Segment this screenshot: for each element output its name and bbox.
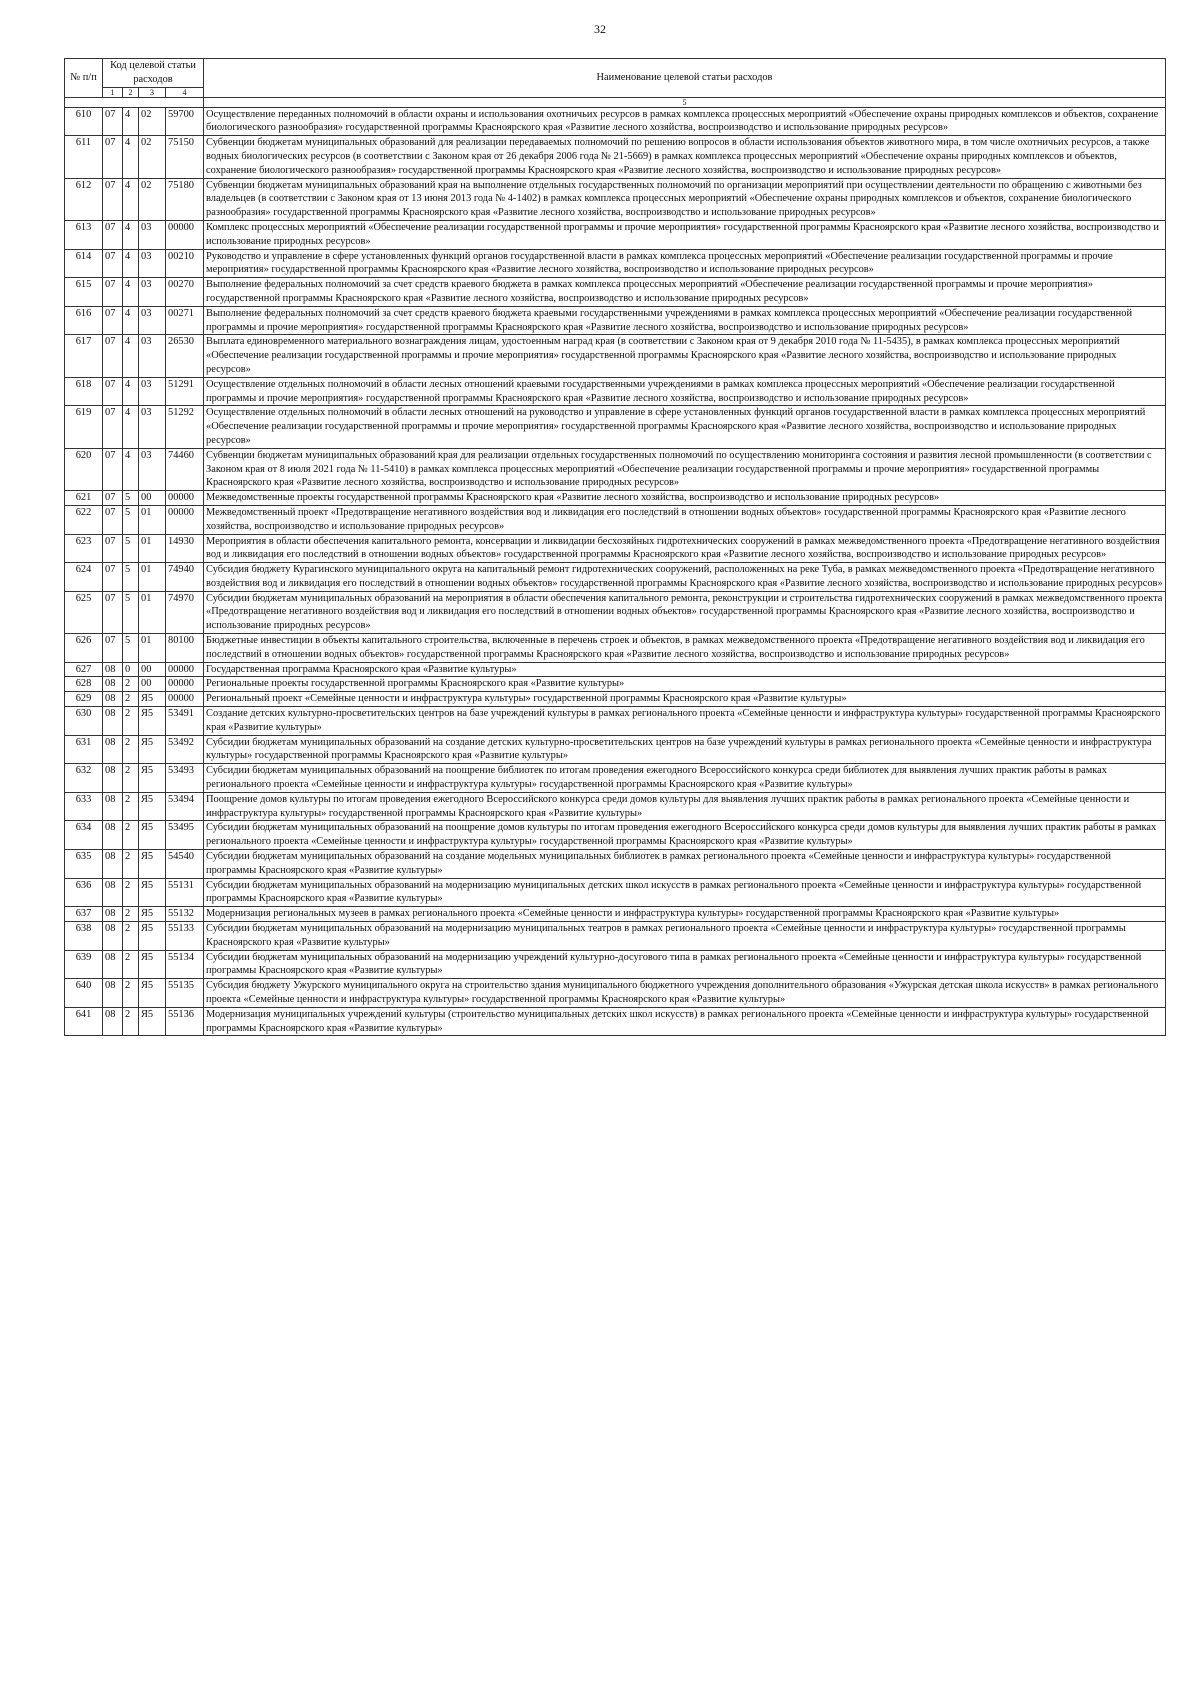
code-part-1: 07	[103, 178, 123, 220]
expenditure-name: Межведомственные проекты государственной программы Красноярского края «Развитие лесного хозяйства, воспроизводство и использование природных ресурсов»	[204, 491, 1166, 506]
table-row	[65, 692, 1166, 707]
code-part-4: 26530	[166, 335, 204, 377]
table-row	[65, 406, 1166, 448]
code-part-3: 03	[139, 377, 166, 406]
code-part-1: 07	[103, 634, 123, 663]
table-row	[65, 278, 1166, 307]
code-part-1: 07	[103, 406, 123, 448]
code-part-2: 2	[123, 692, 139, 707]
code-part-3: 03	[139, 278, 166, 307]
table-body	[65, 97, 1166, 1036]
code-part-4: 55132	[166, 907, 204, 922]
code-part-2: 2	[123, 1007, 139, 1036]
code-part-2: 2	[123, 707, 139, 736]
code-part-1: 08	[103, 707, 123, 736]
code-part-2: 2	[123, 950, 139, 979]
code-part-2: 2	[123, 878, 139, 907]
col-subnumber: 4	[166, 87, 204, 97]
code-part-2: 4	[123, 377, 139, 406]
code-part-3: 01	[139, 591, 166, 633]
code-part-4: 51291	[166, 377, 204, 406]
code-part-4: 74970	[166, 591, 204, 633]
code-part-1: 07	[103, 306, 123, 335]
row-number: 640	[65, 979, 103, 1008]
row-number: 632	[65, 764, 103, 793]
expenditure-name: Субсидии бюджетам муниципальных образований на мероприятия в области обеспечения капитального ремонта, реконструкции и строительства гидротехнических сооружений в рамках межведомственного проекта «Предотвращение негативного воздействия вод и ликвидация его последствий в отношении водных объектов» государственной программы Красноярского края «Развитие лесного хозяйства, воспроизводство и использование природных ресурсов»	[204, 591, 1166, 633]
code-part-1: 07	[103, 220, 123, 249]
row-number: 618	[65, 377, 103, 406]
code-part-3: 01	[139, 534, 166, 563]
table-row	[65, 821, 1166, 850]
row-number: 613	[65, 220, 103, 249]
code-part-1: 08	[103, 764, 123, 793]
expenditure-name: Субсидии бюджетам муниципальных образований на поощрение домов культуры по итогам проведения ежегодного Всероссийского конкурса среди домов культуры для выявления лучших практик работы в рамках регионального проекта «Семейные ценности и инфраструктура культуры» государственной программы Красноярского края «Развитие культуры»	[204, 821, 1166, 850]
code-part-1: 07	[103, 505, 123, 534]
code-part-4: 00000	[166, 677, 204, 692]
code-part-3: 00	[139, 662, 166, 677]
table-row	[65, 306, 1166, 335]
expenditure-name: Мероприятия в области обеспечения капитального ремонта, консервации и ликвидации бесхозяйных гидротехнических сооружений в рамках межведомственного проекта «Предотвращение негативного воздействия вод и ликвидация его последствий в отношении водных объектов» государственной программы Красноярского края «Развитие лесного хозяйства, воспроизводство и использование природных ресурсов»	[204, 534, 1166, 563]
row-number: 635	[65, 850, 103, 879]
code-part-4: 55135	[166, 979, 204, 1008]
code-part-2: 2	[123, 792, 139, 821]
expenditure-name: Выполнение федеральных полномочий за счет средств краевого бюджета краевыми государственными учреждениями в рамках комплекса процессных мероприятий «Обеспечение реализации государственной программы и прочие мероприятия» государственной программы Красноярского края «Развитие лесного хозяйства, воспроизводство и использование природных ресурсов»	[204, 306, 1166, 335]
code-part-2: 4	[123, 178, 139, 220]
table-row	[65, 178, 1166, 220]
expenditure-name: Субсидии бюджетам муниципальных образований на поощрение библиотек по итогам проведения ежегодного Всероссийского конкурса среди библиотек для выявления лучших практик работы в рамках регионального проекта «Семейные ценности и инфраструктура культуры» государственной программы Красноярского края «Развитие культуры»	[204, 764, 1166, 793]
table-row	[65, 448, 1166, 490]
row-number: 621	[65, 491, 103, 506]
code-part-2: 4	[123, 335, 139, 377]
code-part-2: 4	[123, 220, 139, 249]
col-header-code: Код целевой статьи расходов	[103, 59, 204, 88]
code-part-1: 07	[103, 534, 123, 563]
code-part-3: 01	[139, 634, 166, 663]
table-row	[65, 335, 1166, 377]
code-part-3: 00	[139, 677, 166, 692]
row-number: 628	[65, 677, 103, 692]
row-number: 641	[65, 1007, 103, 1036]
col-subnumber: 1	[103, 87, 123, 97]
expenditure-name: Субсидии бюджетам муниципальных образований на модернизацию учреждений культурно-досугового типа в рамках регионального проекта «Семейные ценности и инфраструктура культуры» государственной программы Красноярского края «Развитие культуры»	[204, 950, 1166, 979]
expenditure-name: Субсидии бюджетам муниципальных образований на модернизацию муниципальных детских школ искусств в рамках регионального проекта «Семейные ценности и инфраструктура культуры» государственной программы Красноярского края «Развитие культуры»	[204, 878, 1166, 907]
code-part-4: 14930	[166, 534, 204, 563]
code-part-2: 2	[123, 850, 139, 879]
code-part-3: 02	[139, 107, 166, 136]
code-part-1: 08	[103, 979, 123, 1008]
code-part-3: Я5	[139, 878, 166, 907]
table-row	[65, 677, 1166, 692]
expenditure-name: Субсидия бюджету Курагинского муниципального округа на капитальный ремонт гидротехнических сооружений, расположенных на реке Туба, в рамках межведомственного проекта «Предотвращение негативного воздействия вод и ликвидация его последствий в отношении водных объектов» государственной программы Красноярского края «Развитие лесного хозяйства, воспроизводство и использование природных ресурсов»	[204, 563, 1166, 592]
table-row	[65, 764, 1166, 793]
code-part-1: 08	[103, 950, 123, 979]
row-number: 620	[65, 448, 103, 490]
table-row	[65, 950, 1166, 979]
code-part-1: 08	[103, 850, 123, 879]
code-part-4: 74940	[166, 563, 204, 592]
table-row	[65, 534, 1166, 563]
row-number: 634	[65, 821, 103, 850]
code-part-2: 5	[123, 505, 139, 534]
code-part-3: 01	[139, 505, 166, 534]
table-row	[65, 907, 1166, 922]
code-part-3: Я5	[139, 850, 166, 879]
code-part-4: 00000	[166, 692, 204, 707]
code-part-2: 5	[123, 634, 139, 663]
code-part-2: 4	[123, 306, 139, 335]
table-row	[65, 662, 1166, 677]
code-part-3: 02	[139, 178, 166, 220]
row-number: 614	[65, 249, 103, 278]
code-part-4: 00270	[166, 278, 204, 307]
code-part-4: 53495	[166, 821, 204, 850]
page-number: 32	[594, 22, 606, 36]
table-row	[65, 377, 1166, 406]
code-part-1: 08	[103, 792, 123, 821]
code-part-2: 2	[123, 979, 139, 1008]
code-part-4: 80100	[166, 634, 204, 663]
table-row	[65, 249, 1166, 278]
code-part-4: 55133	[166, 922, 204, 951]
code-part-4: 51292	[166, 406, 204, 448]
row-number: 638	[65, 922, 103, 951]
expenditure-name: Субсидии бюджетам муниципальных образований на создание модельных муниципальных библиотек в рамках регионального проекта «Семейные ценности и инфраструктура культуры» государственной программы Красноярского края «Развитие культуры»	[204, 850, 1166, 879]
code-part-2: 4	[123, 448, 139, 490]
table-row	[65, 107, 1166, 136]
table-row	[65, 634, 1166, 663]
code-part-3: Я5	[139, 979, 166, 1008]
code-part-4: 00000	[166, 505, 204, 534]
row-number: 627	[65, 662, 103, 677]
code-part-4: 00271	[166, 306, 204, 335]
col-subnumber: 3	[139, 87, 166, 97]
code-part-4: 55136	[166, 1007, 204, 1036]
code-part-2: 0	[123, 662, 139, 677]
table-row	[65, 563, 1166, 592]
code-part-1: 08	[103, 677, 123, 692]
row-number: 626	[65, 634, 103, 663]
table-row	[65, 735, 1166, 764]
code-part-1: 08	[103, 907, 123, 922]
code-part-1: 07	[103, 249, 123, 278]
code-part-4: 55134	[166, 950, 204, 979]
expenditure-name: Поощрение домов культуры по итогам проведения ежегодного Всероссийского конкурса среди домов культуры для выявления лучших практик работы в рамках регионального проекта «Семейные ценности и инфраструктура культуры» государственной программы Красноярского края «Развитие культуры»	[204, 792, 1166, 821]
code-part-1: 08	[103, 1007, 123, 1036]
code-part-1: 07	[103, 136, 123, 178]
code-part-1: 07	[103, 563, 123, 592]
expenditure-name: Создание детских культурно-просветительских центров на базе учреждений культуры в рамках регионального проекта «Семейные ценности и инфраструктура культуры» государственной программы Красноярского края «Развитие культуры»	[204, 707, 1166, 736]
code-part-2: 4	[123, 136, 139, 178]
row-number: 611	[65, 136, 103, 178]
row-number: 622	[65, 505, 103, 534]
expenditure-name: Осуществление отдельных полномочий в области лесных отношений на руководство и управление в сфере установленных функций органов государственной власти в рамках комплекса процессных мероприятий «Обеспечение реализации государственной программы и прочие мероприятия» государственной программы Красноярского края «Развитие лесного хозяйства, воспроизводство и использование природных ресурсов»	[204, 406, 1166, 448]
code-part-2: 5	[123, 491, 139, 506]
row-number: 615	[65, 278, 103, 307]
code-part-1: 07	[103, 278, 123, 307]
table-row	[65, 491, 1166, 506]
expenditure-name: Межведомственный проект «Предотвращение негативного воздействия вод и ликвидация его последствий в отношении водных объектов» государственной программы Красноярского края «Развитие лесного хозяйства, воспроизводство и использование природных ресурсов»	[204, 505, 1166, 534]
table-row	[65, 979, 1166, 1008]
code-part-3: 03	[139, 406, 166, 448]
code-part-3: 02	[139, 136, 166, 178]
code-part-3: Я5	[139, 792, 166, 821]
code-part-2: 5	[123, 563, 139, 592]
code-part-4: 59700	[166, 107, 204, 136]
code-part-2: 4	[123, 278, 139, 307]
code-part-1: 07	[103, 335, 123, 377]
code-part-3: 01	[139, 563, 166, 592]
table-row	[65, 850, 1166, 879]
subnumber-spacer	[65, 97, 204, 107]
row-number: 610	[65, 107, 103, 136]
code-part-2: 2	[123, 907, 139, 922]
code-part-3: Я5	[139, 1007, 166, 1036]
col-header-number: № п/п	[65, 59, 103, 98]
code-part-3: 00	[139, 491, 166, 506]
expenditure-name: Региональный проект «Семейные ценности и инфраструктура культуры» государственной программы Красноярского края «Развитие культуры»	[204, 692, 1166, 707]
row-number: 637	[65, 907, 103, 922]
expenditure-name: Государственная программа Красноярского края «Развитие культуры»	[204, 662, 1166, 677]
code-part-1: 08	[103, 821, 123, 850]
row-number: 639	[65, 950, 103, 979]
code-part-2: 4	[123, 107, 139, 136]
code-part-4: 00000	[166, 491, 204, 506]
code-part-4: 75180	[166, 178, 204, 220]
code-part-3: Я5	[139, 764, 166, 793]
code-part-1: 07	[103, 448, 123, 490]
row-number: 624	[65, 563, 103, 592]
expenditure-name: Выполнение федеральных полномочий за счет средств краевого бюджета в рамках комплекса процессных мероприятий «Обеспечение реализации государственной программы и прочие мероприятия» государственной программы Красноярского края «Развитие лесного хозяйства, воспроизводство и использование природных ресурсов»	[204, 278, 1166, 307]
table-row	[65, 707, 1166, 736]
table-row	[65, 220, 1166, 249]
target-expenditure-table	[64, 58, 1166, 1036]
row-number: 631	[65, 735, 103, 764]
expenditure-name: Субвенции бюджетам муниципальных образований края для реализации отдельных государственных полномочий по осуществлению мониторинга состояния и развития лесной промышленности (в соответствии с Законом края от 8 июля 2021 года № 11-5410) в рамках комплекса процессных мероприятий «Обеспечение реализации государственной программы и прочие мероприятия» государственной программы Красноярского края «Развитие лесного хозяйства, воспроизводство и использование природных ресурсов»	[204, 448, 1166, 490]
code-part-1: 07	[103, 377, 123, 406]
code-part-3: Я5	[139, 922, 166, 951]
row-number: 623	[65, 534, 103, 563]
code-part-4: 53494	[166, 792, 204, 821]
expenditure-name: Субвенции бюджетам муниципальных образований края на выполнение отдельных государственных полномочий по организации мероприятий при осуществлении деятельности по обращению с животными без владельцев (в соответствии с Законом края от 13 июня 2013 года № 4-1402) в рамках комплекса процессных мероприятий «Обеспечение охраны природных комплексов и объектов, сохранение биологического разнообразия» государственной программы Красноярского края «Развитие лесного хозяйства, воспроизводство и использование природных ресурсов»	[204, 178, 1166, 220]
code-part-2: 2	[123, 922, 139, 951]
code-part-3: 03	[139, 448, 166, 490]
expenditure-name: Выплата единовременного материального вознаграждения лицам, удостоенным наград края (в соответствии с Законом края от 9 декабря 2010 года № 11-5435), в рамках комплекса процессных мероприятий «Обеспечение реализации государственной программы и прочие мероприятия» государственной программы Красноярского края «Развитие лесного хозяйства, воспроизводство и использование природных ресурсов»	[204, 335, 1166, 377]
col-subnumber: 5	[204, 97, 1166, 107]
code-part-2: 5	[123, 591, 139, 633]
expenditure-name: Комплекс процессных мероприятий «Обеспечение реализации государственной программы и прочие мероприятия» государственной программы Красноярского края «Развитие лесного хозяйства, воспроизводство и использование природных ресурсов»	[204, 220, 1166, 249]
code-part-1: 07	[103, 107, 123, 136]
code-part-2: 2	[123, 735, 139, 764]
expenditure-name: Модернизация муниципальных учреждений культуры (строительство муниципальных детских школ искусств) в рамках регионального проекта «Семейные ценности и инфраструктура культуры» государственной программы Красноярского края «Развитие культуры»	[204, 1007, 1166, 1036]
expenditure-name: Бюджетные инвестиции в объекты капитального строительства, включенные в перечень строек и объектов, в рамках межведомственного проекта «Предотвращение негативного воздействия вод и ликвидация его последствий в отношении водных объектов» государственной программы Красноярского края «Развитие лесного хозяйства, воспроизводство и использование природных ресурсов»	[204, 634, 1166, 663]
code-part-3: 03	[139, 335, 166, 377]
expenditure-name: Руководство и управление в сфере установленных функций органов государственной власти в рамках комплекса процессных мероприятий «Обеспечение реализации государственной программы и прочие мероприятия» государственной программы Красноярского края «Развитие лесного хозяйства, воспроизводство и использование природных ресурсов»	[204, 249, 1166, 278]
expenditure-name: Осуществление переданных полномочий в области охраны и использования охотничьих ресурсов в рамках комплекса процессных мероприятий «Обеспечение охраны природных комплексов и объектов, сохранение биологического разнообразия» государственной программы Красноярского края «Развитие лесного хозяйства, воспроизводство и использование природных ресурсов»	[204, 107, 1166, 136]
expenditure-name: Модернизация региональных музеев в рамках регионального проекта «Семейные ценности и инфраструктура культуры» государственной программы Красноярского края «Развитие культуры»	[204, 907, 1166, 922]
expenditure-name: Субсидия бюджету Ужурского муниципального округа на строительство здания муниципального бюджетного учреждения дополнительного образования «Ужурская детская школа искусств» в рамках регионального проекта «Семейные ценности и инфраструктура культуры» государственной программы Красноярского края «Развитие культуры»	[204, 979, 1166, 1008]
row-number: 636	[65, 878, 103, 907]
col-subnumber: 2	[123, 87, 139, 97]
table-row	[65, 1007, 1166, 1036]
code-part-3: Я5	[139, 735, 166, 764]
table-row	[65, 136, 1166, 178]
code-part-4: 00000	[166, 662, 204, 677]
expenditure-name: Осуществление отдельных полномочий в области лесных отношений краевыми государственными учреждениями в рамках комплекса процессных мероприятий «Обеспечение реализации государственной программы и прочие мероприятия» государственной программы Красноярского края «Развитие лесного хозяйства, воспроизводство и использование природных ресурсов»	[204, 377, 1166, 406]
table-row	[65, 878, 1166, 907]
row-number: 616	[65, 306, 103, 335]
code-part-4: 53492	[166, 735, 204, 764]
row-number: 619	[65, 406, 103, 448]
code-part-2: 4	[123, 249, 139, 278]
code-part-1: 08	[103, 662, 123, 677]
code-part-3: Я5	[139, 707, 166, 736]
code-part-1: 08	[103, 878, 123, 907]
row-number: 633	[65, 792, 103, 821]
row-number: 612	[65, 178, 103, 220]
code-part-1: 08	[103, 692, 123, 707]
code-part-2: 2	[123, 764, 139, 793]
code-part-3: 03	[139, 220, 166, 249]
row-number: 630	[65, 707, 103, 736]
code-part-1: 08	[103, 735, 123, 764]
table-row	[65, 922, 1166, 951]
code-part-2: 5	[123, 534, 139, 563]
expenditure-name: Субсидии бюджетам муниципальных образований на модернизацию муниципальных театров в рамках регионального проекта «Семейные ценности и инфраструктура культуры» государственной программы Красноярского края «Развитие культуры»	[204, 922, 1166, 951]
table-row	[65, 505, 1166, 534]
code-part-3: Я5	[139, 821, 166, 850]
code-part-4: 74460	[166, 448, 204, 490]
code-part-2: 2	[123, 821, 139, 850]
code-part-3: 03	[139, 249, 166, 278]
table-row	[65, 591, 1166, 633]
code-part-4: 75150	[166, 136, 204, 178]
code-part-4: 53491	[166, 707, 204, 736]
code-part-3: Я5	[139, 950, 166, 979]
code-part-1: 07	[103, 591, 123, 633]
code-part-4: 54540	[166, 850, 204, 879]
expenditure-name: Региональные проекты государственной программы Красноярского края «Развитие культуры»	[204, 677, 1166, 692]
col-header-name: Наименование целевой статьи расходов	[204, 59, 1166, 98]
code-part-2: 4	[123, 406, 139, 448]
code-part-4: 00000	[166, 220, 204, 249]
code-part-1: 08	[103, 922, 123, 951]
row-number: 617	[65, 335, 103, 377]
code-part-3: Я5	[139, 907, 166, 922]
code-part-4: 53493	[166, 764, 204, 793]
code-part-1: 07	[103, 491, 123, 506]
code-part-3: 03	[139, 306, 166, 335]
row-number: 629	[65, 692, 103, 707]
code-part-4: 00210	[166, 249, 204, 278]
expenditure-name: Субсидии бюджетам муниципальных образований на создание детских культурно-просветительских центров на базе учреждений культуры в рамках регионального проекта «Семейные ценности и инфраструктура культуры» государственной программы Красноярского края «Развитие культуры»	[204, 735, 1166, 764]
expenditure-name: Субвенции бюджетам муниципальных образований для реализации передаваемых полномочий по решению вопросов в области использования объектов животного мира, в том числе охотничьих ресурсов, а также водных биологических ресурсов (в соответствии с Законом края от 26 декабря 2006 года № 21-5669) в рамках комплекса процессных мероприятий «Обеспечение охраны природных комплексов и объектов, сохранение биологического разнообразия» государственной программы Красноярского края «Развитие лесного хозяйства, воспроизводство и использование природных ресурсов»	[204, 136, 1166, 178]
table-row	[65, 792, 1166, 821]
code-part-3: Я5	[139, 692, 166, 707]
code-part-2: 2	[123, 677, 139, 692]
row-number: 625	[65, 591, 103, 633]
code-part-4: 55131	[166, 878, 204, 907]
